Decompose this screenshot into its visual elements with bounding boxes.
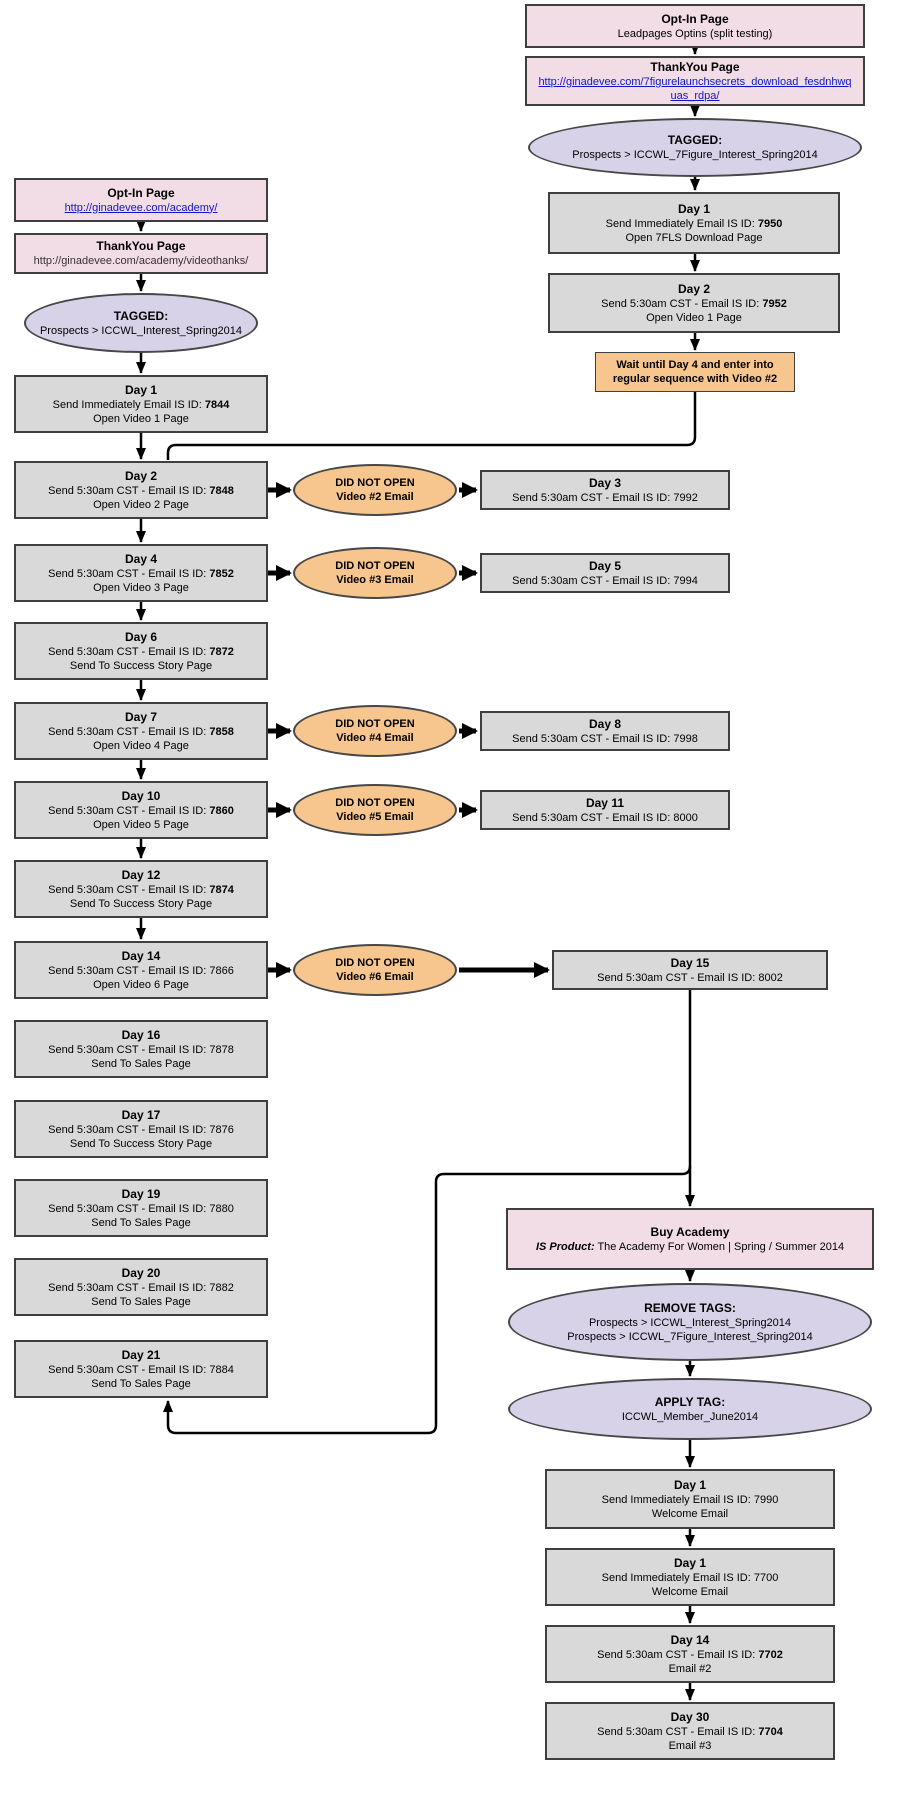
optin-link-left[interactable]: http://ginadevee.com/academy/ [64, 201, 218, 214]
day-box-left-12: Day 12 Send 5:30am CST - Email IS ID: 7874 Send To Success Story Page [14, 860, 268, 918]
did-not-open-ellipse-video4: DID NOT OPEN Video #4 Email [293, 705, 457, 757]
thankyou-page-box-right [525, 56, 865, 106]
day-box-left-7: Day 7 Send 5:30am CST - Email IS ID: 7858 Open Video 4 Page [14, 702, 268, 760]
optin-subtitle-right: Leadpages Optins (split testing) [617, 27, 773, 40]
day-box-left-19: Day 19 Send 5:30am CST - Email IS ID: 7880 Send To Sales Page [14, 1179, 268, 1237]
day-box-left-1: Day 1 Send Immediately Email IS ID: 7844 Open Video 1 Page [14, 375, 268, 433]
day-box-member-day30: Day 30 Send 5:30am CST - Email IS ID: 7704 Email #3 [545, 1702, 835, 1760]
thankyou-title-right: ThankYou Page [650, 59, 740, 74]
did-not-open-ellipse-video3: DID NOT OPEN Video #3 Email [293, 547, 457, 599]
buy-academy-box: Buy Academy IS Product: The Academy For Women | Spring / Summer 2014 [506, 1208, 874, 1270]
tagged-ellipse-right [528, 118, 862, 177]
wait-note-box: Wait until Day 4 and enter into regular sequence with Video #2 [595, 352, 795, 392]
day-box-branch-day15: Day 15 Send 5:30am CST - Email IS ID: 8002 [552, 950, 828, 990]
day-box-left-17: Day 17 Send 5:30am CST - Email IS ID: 7876 Send To Success Story Page [14, 1100, 268, 1158]
day-box-left-6: Day 6 Send 5:30am CST - Email IS ID: 7872 Send To Success Story Page [14, 622, 268, 680]
day-box-left-16: Day 16 Send 5:30am CST - Email IS ID: 7878 Send To Sales Page [14, 1020, 268, 1078]
day-box-branch-day5: Day 5 Send 5:30am CST - Email IS ID: 7994 [480, 553, 730, 593]
optin-title-right: Opt-In Page [661, 11, 729, 26]
tagged-ellipse-left [24, 293, 258, 353]
day-box-left-21: Day 21 Send 5:30am CST - Email IS ID: 7884 Send To Sales Page [14, 1340, 268, 1398]
optin-page-box-right [525, 4, 865, 48]
day-box-member-day1b: Day 1 Send Immediately Email IS ID: 7700 Welcome Email [545, 1548, 835, 1606]
apply-tag-ellipse: APPLY TAG: ICCWL_Member_June2014 [508, 1378, 872, 1440]
day-box-left-20: Day 20 Send 5:30am CST - Email IS ID: 7882 Send To Sales Page [14, 1258, 268, 1316]
did-not-open-ellipse-video5: DID NOT OPEN Video #5 Email [293, 784, 457, 836]
tagged-line-left: Prospects > ICCWL_Interest_Spring2014 [39, 324, 243, 337]
tagged-line-right: Prospects > ICCWL_7Figure_Interest_Spring2014 [572, 149, 818, 161]
day-box-left-10: Day 10 Send 5:30am CST - Email IS ID: 7860 Open Video 5 Page [14, 781, 268, 839]
day-box-branch-day3: Day 3 Send 5:30am CST - Email IS ID: 7992 [480, 470, 730, 510]
day-box-right-day1: Day 1 Send Immediately Email IS ID: 7950 Open 7FLS Download Page [548, 192, 840, 254]
did-not-open-ellipse-video2: DID NOT OPEN Video #2 Email [293, 464, 457, 516]
day-box-member-day1a: Day 1 Send Immediately Email IS ID: 7990 Welcome Email [545, 1469, 835, 1529]
day-box-right-day2: Day 2 Send 5:30am CST - Email IS ID: 7952 Open Video 1 Page [548, 273, 840, 333]
day-box-left-4: Day 4 Send 5:30am CST - Email IS ID: 7852 Open Video 3 Page [14, 544, 268, 602]
day-box-branch-day8: Day 8 Send 5:30am CST - Email IS ID: 7998 [480, 711, 730, 751]
tagged-title-right: TAGGED: [667, 133, 723, 147]
thankyou-link-right[interactable]: http://ginadevee.com/7figurelaunchsecrets_download_fesdnhwquas_rdpa/ [538, 75, 852, 102]
optin-page-box-left [14, 178, 268, 222]
tagged-title-left: TAGGED: [113, 308, 169, 323]
day-box-member-day14: Day 14 Send 5:30am CST - Email IS ID: 7702 Email #2 [545, 1625, 835, 1683]
thankyou-link-left[interactable]: http://ginadevee.com/academy/videothanks/ [33, 255, 249, 267]
optin-title-left: Opt-In Page [107, 185, 175, 200]
is-product-label: IS Product: [535, 1240, 595, 1253]
day-box-left-2: Day 2 Send 5:30am CST - Email IS ID: 7848 Open Video 2 Page [14, 461, 268, 519]
thankyou-title-left: ThankYou Page [96, 239, 186, 253]
day-box-left-14: Day 14 Send 5:30am CST - Email IS ID: 7866 Open Video 6 Page [14, 941, 268, 999]
did-not-open-ellipse-video6: DID NOT OPEN Video #6 Email [293, 944, 457, 996]
day-box-branch-day11: Day 11 Send 5:30am CST - Email IS ID: 8000 [480, 790, 730, 830]
thankyou-page-box-left [14, 233, 268, 274]
buy-academy-title: Buy Academy [650, 1224, 730, 1239]
remove-tags-ellipse: REMOVE TAGS: Prospects > ICCWL_Interest_Spring2014 Prospects > ICCWL_7Figure_Interest_Spring2014 [508, 1283, 872, 1361]
